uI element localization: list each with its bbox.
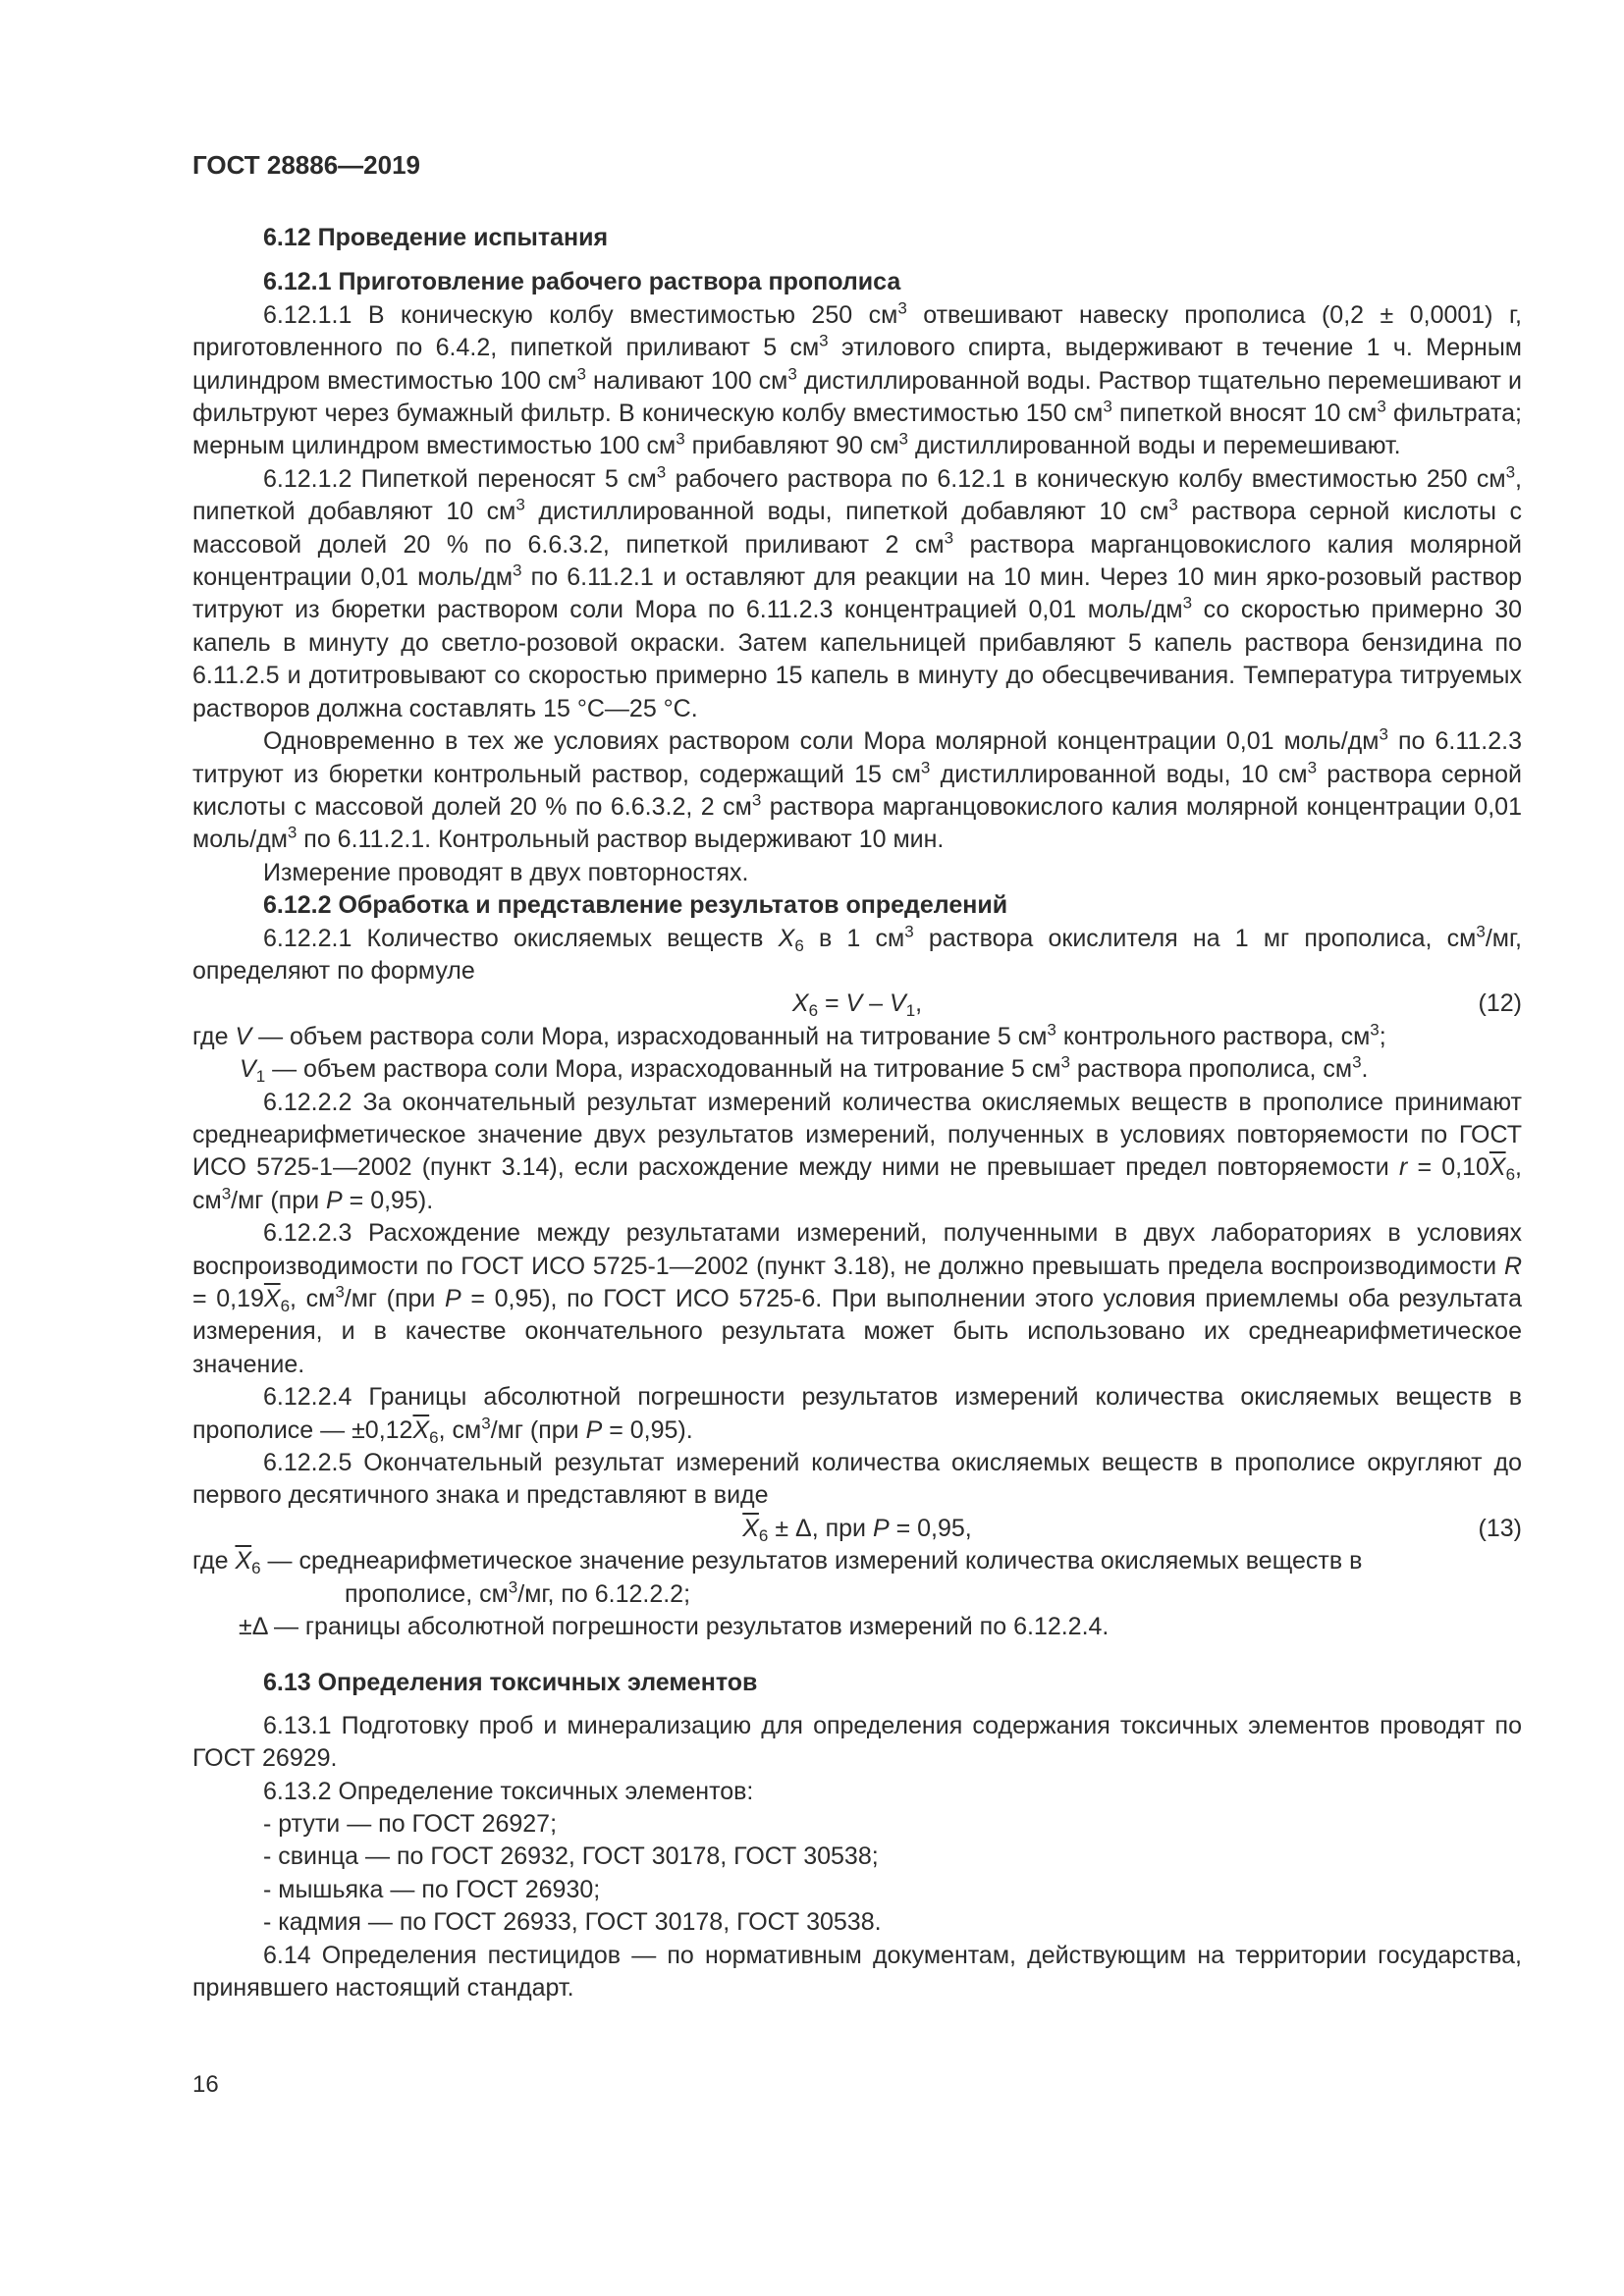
toxic-elements-list	[192, 1808, 1522, 1940]
list-item: - ртути — по ГОСТ 26927;	[263, 1810, 558, 1839]
paragraph-6-12-2-1: 6.12.2.1 Количество окисляемых веществ $X_6$ в 1 $см^3$ раствора окислителя на 1 мг прополиса, $см^3/мг$, определяют по формуле	[192, 922, 1522, 985]
where-delta: ±Δ — границы абсолютной погрешности результатов измерений по 6.12.2.4.	[239, 1613, 1110, 1641]
paragraph-repeat: Измерение проводят в двух повторностях.	[263, 858, 749, 886]
paragraph-6-12-1-1: 6.12.1.1 В коническую колбу вместимостью 250 $см^3$ отвешивают навеску прополиса (0,2 ± 0,0001) г, приготовленного по 6.4.2, пипеткой приливают 5 $см^3$ этилового спирта, выдерживают в течение 1 ч. Мерным цилиндром вместимостью 100 $см^3$ наливают 100 $см^3$ дистиллированной воды. Раствор тщательно перемешивают и фильтруют через бумажный фильтр. В коническую колбу вместимостью 150 $см^3$ пипеткой вносят 10 $см^3$ фильтрата; мерным цилиндром вместимостью 100 $см^3$ прибавляют 90 $см^3$ дистиллированной воды и перемешивают.	[192, 298, 1522, 460]
section-6-13-title: 6.13 Определения токсичных элементов	[263, 1669, 758, 1697]
paragraph-6-12-2-4: 6.12.2.4 Границы абсолютной погрешности результатов измерений количества окисляемых веществ в прополисе — $\pm 0,12\overline{X}_6$, $см^3/мг$ (при P = 0,95).	[192, 1383, 1522, 1447]
list-item: - свинца — по ГОСТ 26932, ГОСТ 30178, ГОСТ 30538;	[263, 1842, 879, 1871]
document-header: ГОСТ 28886—2019	[192, 150, 420, 180]
section-6-12-1-title: 6.12.1 Приготовление рабочего раствора прополиса	[263, 268, 901, 296]
list-item: - мышьяка — по ГОСТ 26930;	[263, 1875, 601, 1903]
formula-13	[192, 1513, 1522, 1545]
formula-13-expression: $\overline{X}_6 \pm \Delta$, при P = 0,95,	[742, 1514, 972, 1545]
where-x6: где $\overline{X}_6$ — среднеарифметическое значение результатов измерений количества окисляемых веществ в	[192, 1547, 1363, 1578]
section-6-12-title: 6.12 Проведение испытания	[263, 224, 609, 251]
paragraph-6-12-1-2: 6.12.1.2 Пипеткой переносят 5 $см^3$ рабочего раствора по 6.12.1 в коническую колбу вместимостью 250 $см^3$, пипеткой добавляют 10 $см^3$ дистиллированной воды, пипеткой добавляют 10 $см^3$ раствора серной кислоты с массовой долей 20 % по 6.6.3.2, пипеткой приливают 2 $см^3$ раствора марганцовокислого калия молярной концентрации 0,01 моль/$дм^3$ по 6.11.2.1 и оставляют для реакции на 10 мин. Через 10 мин ярко-розовый раствор титруют из бюретки раствором соли Мора по 6.11.2.3 концентрацией 0,01 моль/$дм^3$ со скоростью примерно 30 капель в минуту до светло-розовой окраски. Затем капельницей прибавляют 5 капель раствора бензидина по 6.11.2.5 и дотитровывают со скоростью примерно 15 капель в минуту до обесцвечивания. Температура титруемых растворов должна составлять 15 °С—25 °С.	[192, 462, 1523, 722]
section-6-12-2-title: 6.12.2 Обработка и представление результатов определений	[263, 891, 1008, 920]
paragraph-control-solution: Одновременно в тех же условиях раствором соли Мора молярной концентрации 0,01 моль/$дм^3$ по 6.11.2.3 титруют из бюретки контрольный раствор, содержащий 15 $см^3$ дистиллированной воды, 10 $см^3$ раствора серной кислоты с массовой долей 20 % по 6.6.3.2, 2 $см^3$ раствора марганцовокислого калия молярной концентрации 0,01 моль/$дм^3$ по 6.11.2.1. Контрольный раствор выдерживают 10 мин.	[192, 724, 1523, 854]
formula-12-number: (12)	[1478, 989, 1522, 1018]
paragraph-6-12-2-5: 6.12.2.5 Окончательный результат измерений количества окисляемых веществ в прополисе округляют до первого десятичного знака и представляют в виде	[192, 1449, 1522, 1510]
where-v1: $V_1$ — объем раствора соли Мора, израсходованный на титрование 5 $см^3$ раствора прополиса, $см^3$.	[240, 1052, 1369, 1087]
formula-12	[192, 988, 1522, 1020]
where-x6-cont: прополисе, $см^3/мг$, по 6.12.2.2;	[345, 1577, 691, 1608]
page-number: 16	[192, 2071, 219, 2098]
paragraph-6-12-2-2: 6.12.2.2 За окончательный результат измерений количества окисляемых веществ в прополисе принимают среднеарифметическое значение двух результатов измерений, полученных в условиях повторяемости по ГОСТ ИСО 5725-1—2002 (пункт 3.14), если расхождение между ними не превышает предел повторяемости $r = 0,10\overline{X}_6$, $см^3/мг$ (при P = 0,95).	[192, 1088, 1522, 1214]
paragraph-6-13-1: 6.13.1 Подготовку проб и минерализацию для определения содержания токсичных элементов проводят по ГОСТ 26929.	[192, 1711, 1522, 1773]
paragraph-6-13-2: 6.13.2 Определение токсичных элементов:	[263, 1777, 754, 1805]
formula-12-expression: $X_6 = V - V_1$,	[791, 989, 923, 1021]
paragraph-6-12-2-3: 6.12.2.3 Расхождение между результатами измерений, полученными в двух лабораториях в условиях воспроизводимости по ГОСТ ИСО 5725-1—2002 (пункт 3.18), не должно превышать предела воспроизводимости $R = 0,19\overline{X}_6$, $см^3/мг$ (при P = 0,95), по ГОСТ ИСО 5725-6. При выполнении этого условия приемлемы оба результата измерения, и в качестве окончательного результата может быть использовано их среднеарифметическое значение.	[192, 1219, 1523, 1378]
where-v: где V — объем раствора соли Мора, израсходованный на титрование 5 $см^3$ контрольного раствора, $см^3$;	[192, 1020, 1386, 1050]
formula-13-number: (13)	[1478, 1514, 1522, 1542]
list-item: - кадмия — по ГОСТ 26933, ГОСТ 30178, ГОСТ 30538.	[263, 1908, 882, 1937]
paragraph-6-14: 6.14 Определения пестицидов — по нормативным документам, действующим на территории государства, принявшего настоящий стандарт.	[192, 1941, 1522, 2002]
page-body	[192, 222, 1522, 2005]
